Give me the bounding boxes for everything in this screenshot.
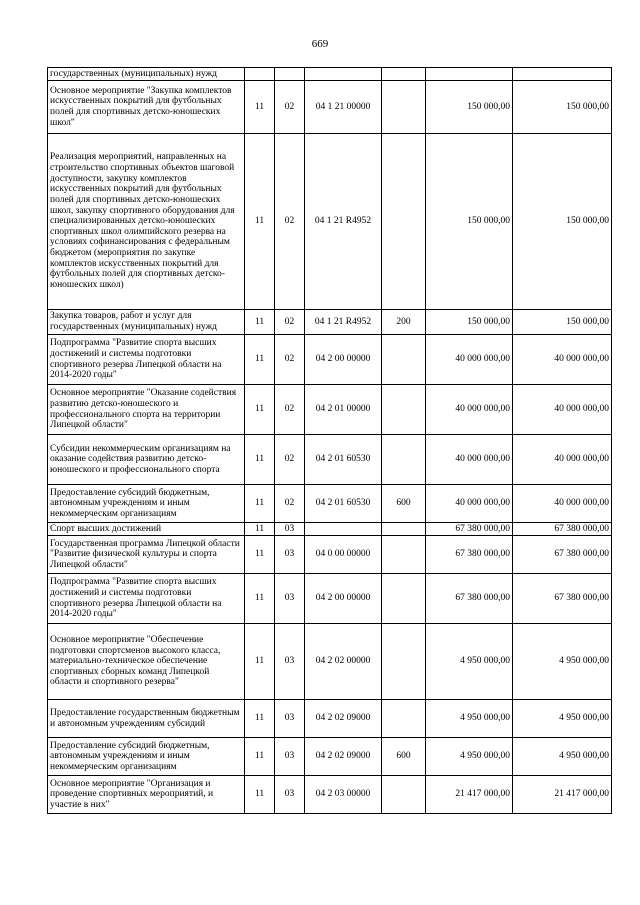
row-type (382, 81, 426, 134)
row-name: Предоставление государственным бюджетным и автономным учреждениям субсидий (48, 700, 245, 738)
row-type (382, 523, 426, 536)
row-sum-1: 67 380 000,00 (426, 523, 513, 536)
table-row (48, 68, 612, 81)
row-sum-2: 67 380 000,00 (513, 574, 612, 624)
row-sum-1: 67 380 000,00 (426, 574, 513, 624)
row-type (382, 700, 426, 738)
row-target: 04 2 00 00000 (305, 335, 382, 385)
table-row (48, 523, 612, 536)
row-sum-1: 4 950 000,00 (426, 738, 513, 776)
table-row (48, 335, 612, 385)
table-row (48, 536, 612, 574)
row-sum-1: 4 950 000,00 (426, 624, 513, 700)
row-ministry: 11 (245, 776, 275, 814)
row-type (382, 385, 426, 435)
table-row (48, 574, 612, 624)
row-sum-2: 4 950 000,00 (513, 700, 612, 738)
row-target: 04 2 02 09000 (305, 738, 382, 776)
row-name: Основное мероприятие "Обеспечение подготовки спортсменов высокого класса, материально-техническое обеспечение спортивных сборных команд Липецкой области и спортивного резерва" (48, 624, 245, 700)
row-type (382, 776, 426, 814)
row-sum-1: 67 380 000,00 (426, 536, 513, 574)
row-target: 04 2 01 60530 (305, 485, 382, 523)
row-target: 04 1 21 R4952 (305, 134, 382, 310)
row-section: 03 (275, 738, 305, 776)
row-sum-2: 4 950 000,00 (513, 624, 612, 700)
row-sum-2: 40 000 000,00 (513, 385, 612, 435)
row-ministry: 11 (245, 335, 275, 385)
row-section: 03 (275, 776, 305, 814)
row-name: Предоставление субсидий бюджетным, автономным учреждениям и иным некоммерческим организациям (48, 738, 245, 776)
row-target: 04 2 01 60530 (305, 435, 382, 485)
row-ministry: 11 (245, 310, 275, 335)
row-ministry: 11 (245, 81, 275, 134)
row-name: Предоставление субсидий бюджетным, автономным учреждениям и иным некоммерческим организациям (48, 485, 245, 523)
row-sum-1: 150 000,00 (426, 134, 513, 310)
row-name: Субсидии некоммерческим организациям на оказание содействия развитию детско-юношеского и профессионального спорта (48, 435, 245, 485)
table-row (48, 624, 612, 700)
row-section: 02 (275, 485, 305, 523)
row-target: 04 0 00 00000 (305, 536, 382, 574)
table-row (48, 310, 612, 335)
row-section: 03 (275, 700, 305, 738)
row-sum-1 (426, 68, 513, 81)
row-ministry: 11 (245, 574, 275, 624)
row-section: 03 (275, 523, 305, 536)
row-sum-1: 4 950 000,00 (426, 700, 513, 738)
row-target (305, 523, 382, 536)
row-section: 02 (275, 310, 305, 335)
row-ministry: 11 (245, 738, 275, 776)
row-name: Подпрограмма "Развитие спорта высших достижений и системы подготовки спортивного резерва Липецкой области на 2014-2020 годы" (48, 335, 245, 385)
table-row (48, 776, 612, 814)
row-target: 04 2 02 00000 (305, 624, 382, 700)
budget-table (47, 67, 612, 814)
row-sum-2: 150 000,00 (513, 310, 612, 335)
row-section: 02 (275, 81, 305, 134)
row-name: Государственная программа Липецкой области "Развитие физической культуры и спорта Липецкой области" (48, 536, 245, 574)
row-type (382, 536, 426, 574)
row-sum-1: 40 000 000,00 (426, 435, 513, 485)
row-sum-2: 150 000,00 (513, 134, 612, 310)
row-name: государственных (муниципальных) нужд (48, 68, 245, 81)
row-type: 600 (382, 485, 426, 523)
table-row (48, 385, 612, 435)
row-sum-2: 40 000 000,00 (513, 435, 612, 485)
row-type (382, 335, 426, 385)
row-type: 200 (382, 310, 426, 335)
row-name: Основное мероприятие "Закупка комплектов искусственных покрытий для футбольных полей для спортивных детско-юношеских школ" (48, 81, 245, 134)
table-row (48, 435, 612, 485)
table-row (48, 738, 612, 776)
row-ministry: 11 (245, 523, 275, 536)
row-name: Основное мероприятие "Организация и проведение спортивных мероприятий, и участие в них" (48, 776, 245, 814)
row-name: Подпрограмма "Развитие спорта высших достижений и системы подготовки спортивного резерва Липецкой области на 2014-2020 годы" (48, 574, 245, 624)
row-target (305, 68, 382, 81)
row-name: Закупка товаров, работ и услуг для государственных (муниципальных) нужд (48, 310, 245, 335)
row-section: 02 (275, 435, 305, 485)
table-row (48, 700, 612, 738)
row-section: 03 (275, 624, 305, 700)
row-sum-2: 40 000 000,00 (513, 335, 612, 385)
row-sum-2 (513, 68, 612, 81)
row-sum-1: 40 000 000,00 (426, 485, 513, 523)
row-target: 04 2 03 00000 (305, 776, 382, 814)
row-name: Реализация мероприятий, направленных на строительство спортивных объектов шаговой доступности, закупку комплектов искусственных покрытий для футбольных полей для спортивных детско-юношеских школ, закупку спортивного оборудования для специализированных детско-юношеских спортивных школ олимпийского резерва на условиях софинансирования с федеральным бюджетом (мероприятия по закупке комплектов искусственных покрытий для футбольных полей для спортивных детско-юношеских школ) (48, 134, 245, 310)
row-section: 03 (275, 574, 305, 624)
row-type (382, 435, 426, 485)
table-row (48, 134, 612, 310)
row-sum-2: 21 417 000,00 (513, 776, 612, 814)
row-sum-2: 67 380 000,00 (513, 523, 612, 536)
row-ministry: 11 (245, 624, 275, 700)
row-target: 04 1 21 00000 (305, 81, 382, 134)
row-ministry: 11 (245, 435, 275, 485)
row-section: 02 (275, 335, 305, 385)
row-target: 04 2 02 09000 (305, 700, 382, 738)
row-type (382, 574, 426, 624)
row-type (382, 624, 426, 700)
row-type (382, 134, 426, 310)
page-number: 669 (311, 38, 329, 50)
row-ministry: 11 (245, 485, 275, 523)
row-sum-1: 150 000,00 (426, 81, 513, 134)
row-name: Спорт высших достижений (48, 523, 245, 536)
row-sum-1: 40 000 000,00 (426, 385, 513, 435)
row-sum-1: 150 000,00 (426, 310, 513, 335)
row-section: 02 (275, 134, 305, 310)
row-ministry (245, 68, 275, 81)
row-sum-1: 40 000 000,00 (426, 335, 513, 385)
row-sum-1: 21 417 000,00 (426, 776, 513, 814)
row-sum-2: 150 000,00 (513, 81, 612, 134)
row-section: 02 (275, 385, 305, 435)
row-name: Основное мероприятие "Оказание содействия развитию детско-юношеского и профессионального спорта на территории Липецкой области" (48, 385, 245, 435)
row-sum-2: 40 000 000,00 (513, 485, 612, 523)
row-target: 04 2 01 00000 (305, 385, 382, 435)
row-ministry: 11 (245, 536, 275, 574)
row-ministry: 11 (245, 385, 275, 435)
row-ministry: 11 (245, 700, 275, 738)
table-row (48, 485, 612, 523)
row-section (275, 68, 305, 81)
row-type: 600 (382, 738, 426, 776)
row-target: 04 1 21 R4952 (305, 310, 382, 335)
row-type (382, 68, 426, 81)
row-sum-2: 4 950 000,00 (513, 738, 612, 776)
table-row (48, 81, 612, 134)
row-target: 04 2 00 00000 (305, 574, 382, 624)
row-sum-2: 67 380 000,00 (513, 536, 612, 574)
row-ministry: 11 (245, 134, 275, 310)
budget-table-body (48, 68, 612, 814)
row-section: 03 (275, 536, 305, 574)
